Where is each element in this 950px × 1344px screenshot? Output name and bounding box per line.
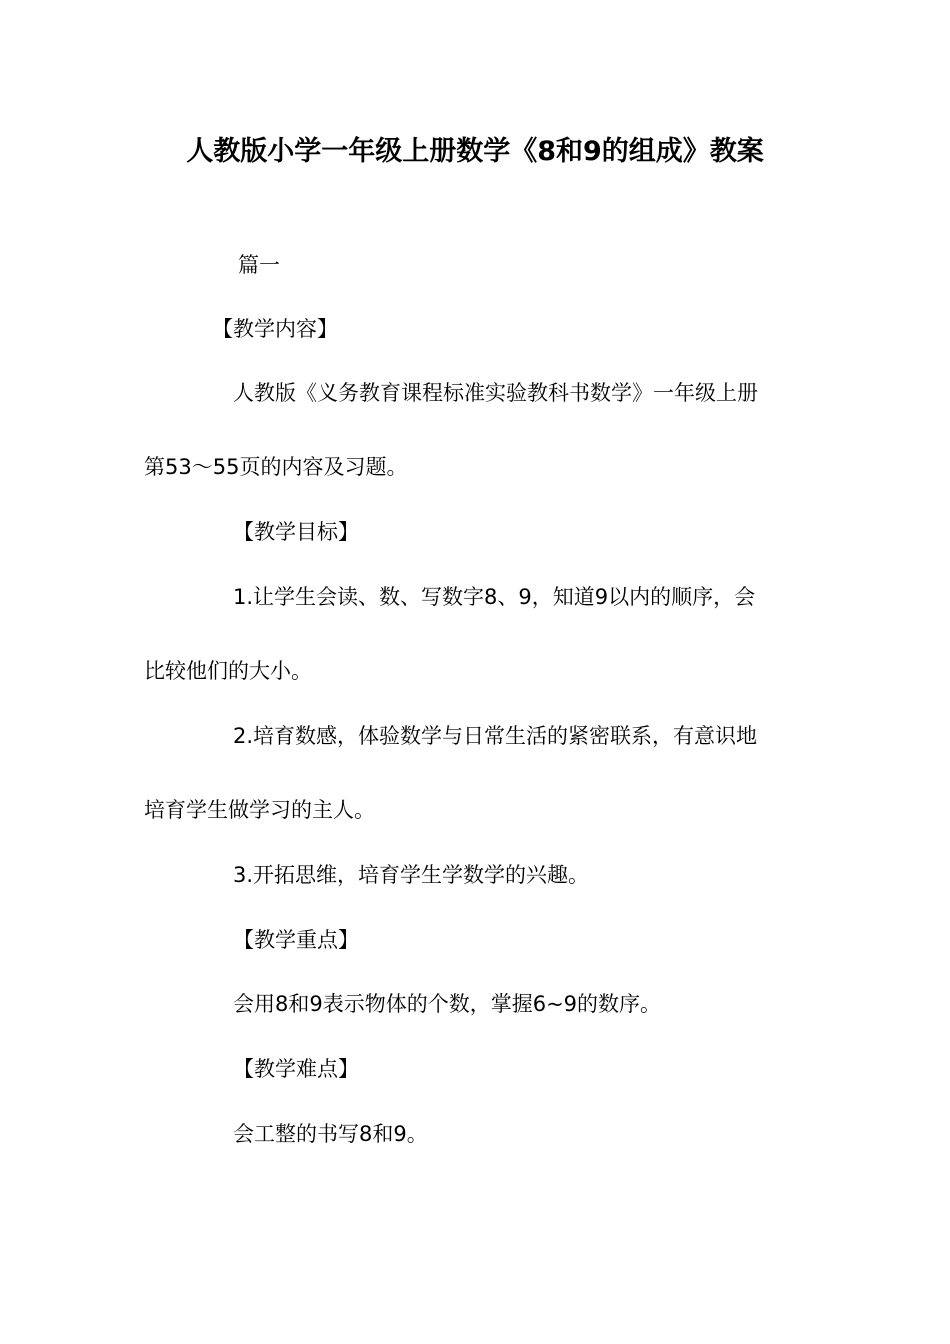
document-title: 人教版小学一年级上册数学《8和9的组成》教案 xyxy=(186,136,764,167)
goal-2-line-1: 2.培育数感，体验数学与日常生活的紧密联系，有意识地 xyxy=(233,724,758,748)
difficulties-text: 会工整的书写8和9。 xyxy=(233,1122,428,1146)
key-points-text: 会用8和9表示物体的个数，掌握6~9的数序。 xyxy=(233,992,662,1016)
goal-2-line-2: 培育学生做学习的主人。 xyxy=(144,798,375,822)
section-label: 篇一 xyxy=(238,253,280,277)
goal-1-line-2: 比较他们的大小。 xyxy=(144,659,312,683)
heading-teaching-key-points: 【教学重点】 xyxy=(233,928,359,952)
heading-teaching-content: 【教学内容】 xyxy=(212,317,338,341)
content-paragraph-line-2: 第53～55页的内容及习题。 xyxy=(144,455,408,479)
content-paragraph-line-1: 人教版《义务教育课程标准实验教科书数学》一年级上册 xyxy=(233,381,758,405)
goal-1-line-1: 1.让学生会读、数、写数字8、9，知道9以内的顺序，会 xyxy=(233,585,756,609)
goal-3: 3.开拓思维，培育学生学数学的兴趣。 xyxy=(233,863,590,887)
heading-teaching-goals: 【教学目标】 xyxy=(233,520,359,544)
heading-teaching-difficulties: 【教学难点】 xyxy=(233,1057,359,1081)
